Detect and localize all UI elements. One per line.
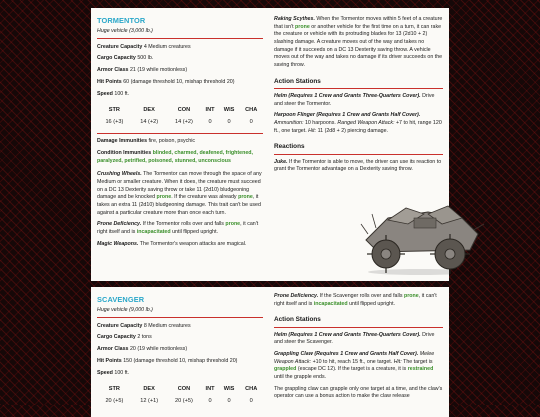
creature-capacity: Creature Capacity 4 Medium creatures [97,43,191,50]
damage-immunities: Damage Immunities fire, poison, psychic [97,138,196,145]
creature-capacity: Creature Capacity 8 Medium creatures [97,322,191,329]
prone-link[interactable]: prone [238,194,253,201]
claw-note: The grappling claw can grapple only one target at a time, and the claw's operator can use a bonus action to make the claw release [274,385,443,400]
ability-header: WIS [223,106,235,113]
tormentor-left-column [91,8,269,257]
ability-header: DEX [143,385,155,392]
section-title-reactions: Reactions [274,143,305,151]
ability-value: 0 [249,118,253,125]
armor-class: Armor Class 20 (19 while motionless) [97,346,188,353]
ability-header: STR [108,385,120,392]
armor-class: Armor Class 21 (19 while motionless) [97,67,188,74]
scavenger-statblock [91,287,449,417]
ability-value: 14 (+2) [174,118,193,125]
ability-header: WIS [223,385,235,392]
divider [274,327,443,328]
divider [97,133,263,134]
prone-link[interactable]: prone [295,23,310,30]
ability-value: 20 (+5) [105,397,124,404]
incapacitated-link[interactable]: incapacitated [313,300,348,307]
tormentor-right-column [269,8,449,183]
speed: Speed 100 ft. [97,91,130,98]
divider [274,154,443,155]
ability-value: 20 (+5) [174,397,193,404]
trait-raking-scythes: Raking Scythes. When the Tormentor moves within 5 feet of a creature that isn't prone or another vehicle for the first time on a turn, it can rake the creature or vehicle with its protruding blades for 13 (2d10 + 2) slashing damage. A creature moves out of the way and takes no damage if it succeeds on a DC 13 Dexterity saving throw. A vehicle moves out of the way and takes no damage if its driver succeeds on the saving throw. [274,16,443,69]
speed: Speed 100 ft. [97,370,130,377]
statblock-title: TORMENTOR [97,16,146,25]
section-title-action-stations: Action Stations [274,77,321,85]
reaction-juke: Juke. If the Tormentor is able to move, the driver can use its reaction to grant the Tormentor advantage on a Dexterity saving throw. [274,158,442,173]
section-title-action-stations: Action Stations [274,316,321,324]
scavenger-left-column [91,287,269,417]
prone-link[interactable]: prone [225,221,241,228]
condition-link[interactable]: paralyzed, petrified, poisoned, stunned, unconscious [97,157,231,164]
divider [97,317,263,318]
tormentor-vehicle-illustration [358,194,488,276]
cargo-capacity: Cargo Capacity 2 tons [97,334,152,341]
tormentor-statblock [91,8,449,281]
condition-link[interactable]: blinded, charmed, deafened, frightened, [152,149,254,156]
incapacitated-link[interactable]: incapacitated [136,229,171,236]
scavenger-right-column [269,287,449,410]
ability-scores-table [97,384,263,406]
ability-value: 12 (+1) [140,397,159,404]
ability-header: DEX [143,106,155,113]
ability-header: INT [205,106,215,113]
trait-crushing-wheels: Crushing Wheels. The Tormentor can move through the space of any Medium or smaller creature. When it does, the creature must succeed on a DC 13 Dexterity saving throw or take 11 (2d10) bludgeoning damage and be knocked prone. If the creature was already prone, it takes an extra 11 (2d10) bludgeoning damage. This trait can't be used against a particular creature more than once each turn. [97,171,262,216]
prone-link[interactable]: prone [156,194,172,201]
trait-prone-deficiency: Prone Deficiency. If the Tormentor rolls over and falls prone, it can't right itself and is incapacitated until flipped upright. [97,221,259,236]
hit-points: Hit Points 150 (damage threshold 10, mishap threshold 20) [97,358,238,365]
restrained-link[interactable]: restrained [407,366,434,373]
statblock-subtitle: Huge vehicle (3,000 lb.) [97,27,153,34]
ability-header: INT [205,385,215,392]
hit-points: Hit Points 60 (damage threshold 10, mishap threshold 20) [97,79,235,86]
trait-prone-deficiency: Prone Deficiency. If the Scavenger rolls over and falls prone, it can't right itself and is incapacitated until flipped upright. [274,293,437,307]
ability-header: CHA [245,106,258,113]
ability-value: 14 (+2) [140,118,159,125]
action-grappling-claw: Grappling Claw (Requires 1 Crew and Grants Half Cover). Melee Weapon Attack: +10 to hit, reach 15 ft., one target. Hit: The target is grappled (escape DC 12). If the target is a creature, it is restrained until the grapple ends. [274,350,435,380]
action-helm: Helm (Requires 1 Crew and Grants Three-Quarters Cover). Drive and steer the Tormentor. [274,92,435,107]
ability-value: 16 (+3) [105,118,124,125]
condition-immunities: Condition Immunities blinded, charmed, deafened, frightened, paralyzed, petrified, poisoned, stunned, unconscious [97,149,254,164]
ability-header: STR [108,106,120,113]
ability-header: CON [177,385,191,392]
cargo-capacity: Cargo Capacity 500 lb. [97,55,154,62]
ability-value: 0 [249,397,253,404]
prone-link[interactable]: prone [403,293,419,299]
action-helm: Helm (Requires 1 Crew and Grants Three-Quarters Cover). Drive and steer the Scavenger. [274,331,435,346]
ability-header: CON [177,106,191,113]
ability-value: 0 [208,397,212,404]
divider [97,38,263,39]
statblock-subtitle: Huge vehicle (9,000 lb.) [97,306,153,313]
action-harpoon-flinger: Harpoon Flinger (Requires 1 Crew and Grants Half Cover). Ammunition: 10 harpoons. Ranged Weapon Attack: +7 to hit, range 120 ft., one target. Hit: 11 (2d8 + 2) piercing damage. [274,112,442,134]
trait-magic-weapons: Magic Weapons. The Tormentor's weapon attacks are magical. [97,240,247,247]
statblock-title: SCAVENGER [97,295,145,304]
ability-scores-table [97,105,263,127]
ability-value: 0 [208,118,212,125]
divider [274,88,443,89]
ability-value: 0 [227,118,231,125]
ability-value: 0 [227,397,231,404]
ability-header: CHA [245,385,258,392]
grappled-link[interactable]: grappled [274,366,297,373]
